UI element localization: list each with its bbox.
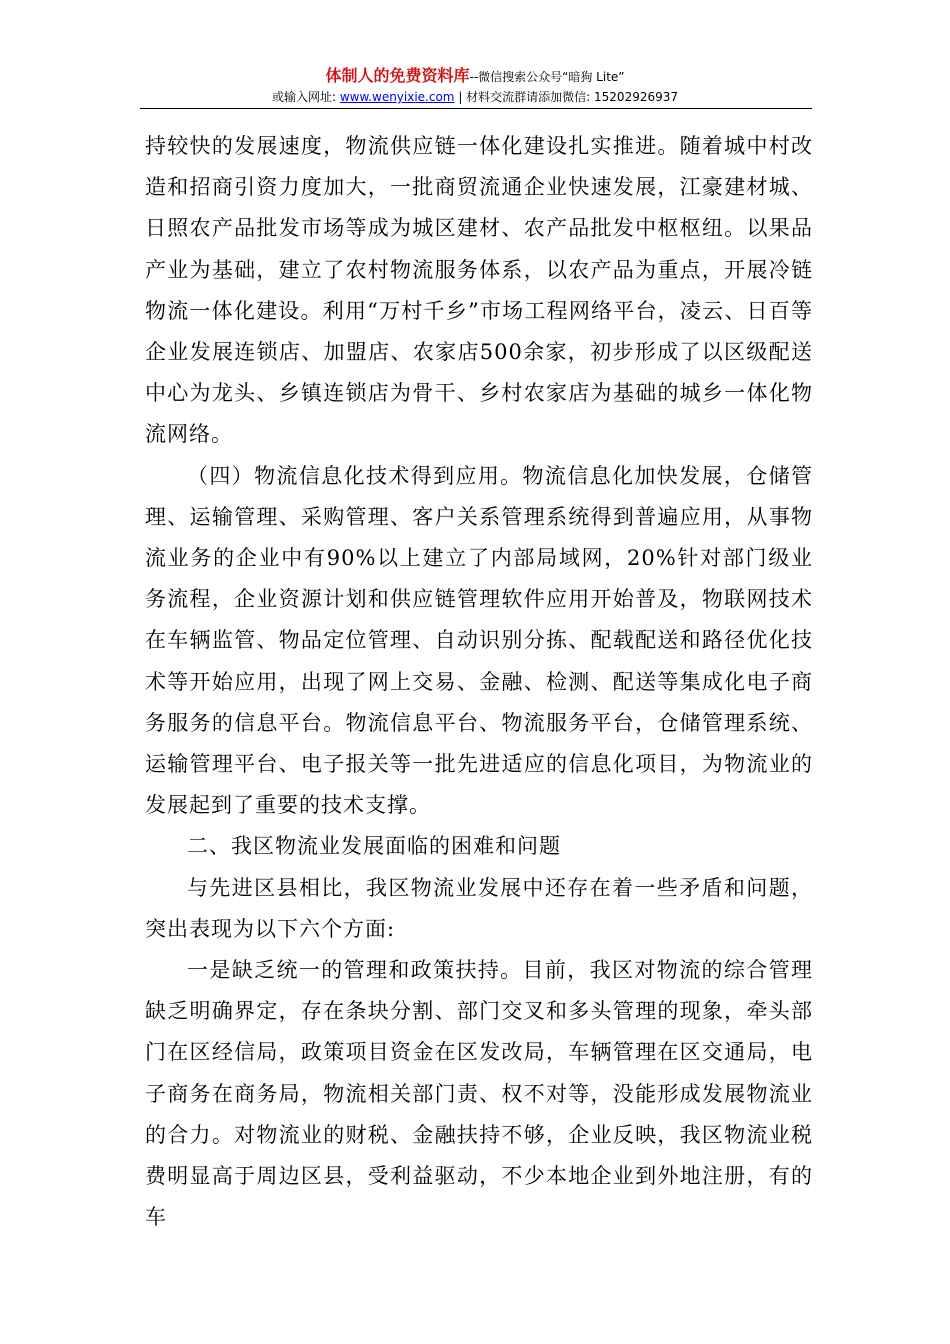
page-header bbox=[0, 66, 950, 106]
brand-title: 体制人的免费资料库 bbox=[325, 66, 470, 85]
paragraph-4: 一是缺乏统一的管理和政策扶持。目前，我区对物流的综合管理缺乏明确界定，存在条块分割、部门交叉和多头管理的现象，牵头部门在区经信局，政策项目资金在区发改局，车辆管理在区交通局，电子商务在商务局，物流相关部门责、权不对等，没能形成发展物流业的合力。对物流业的财税、金融扶持不够，企业反映，我区物流业税费明显高于周边区县，受利益驱动，不少本地企业到外地注册，有的车 bbox=[145, 958, 813, 1230]
header-tagline: --微信搜索公众号“暗狗 Lite” bbox=[469, 70, 625, 84]
paragraph-2: （四）物流信息化技术得到应用。物流信息化加快发展，仓储管理、运输管理、采购管理、客户关系管理系统得到普遍应用，从事物流业务的企业中有90%以上建立了内部局域网，20%针对部门级业务流程，企业资源计划和供应链管理软件应用开始普及，物联网技术在车辆监管、物品定位管理、自动识别分拣、配载配送和路径优化技术等开始应用，出现了网上交易、金融、检测、配送等集成化电子商务服务的信息平台。物流信息平台、物流服务平台，仓储管理系统、运输管理平台、电子报关等一批先进适应的信息化项目，为物流业的发展起到了重要的技术支撑。 bbox=[145, 463, 813, 818]
paragraph-1: 持较快的发展速度，物流供应链一体化建设扎实推进。随着城中村改造和招商引资力度加大，一批商贸流通企业快速发展，江豪建材城、日照农产品批发市场等成为城区建材、农产品批发中枢枢纽。以果品产业为基础，建立了农村物流服务体系，以农产品为重点，开展冷链物流一体化建设。利用“万村千乡”市场工程网络平台，凌云、日百等企业发展连锁店、加盟店、农家店500余家，初步形成了以区级配送中心为龙头、乡镇连锁店为骨干、乡村农家店为基础的城乡一体化物流网络。 bbox=[145, 134, 813, 447]
header-contact-line bbox=[0, 89, 950, 106]
website-link[interactable]: www.wenyixie.com bbox=[339, 90, 455, 104]
header-divider bbox=[140, 108, 812, 109]
header-contact-suffix: | 材料交流群请添加微信: 15202926937 bbox=[454, 90, 679, 104]
header-url-prefix: 或输入网址: bbox=[271, 90, 340, 104]
document-body bbox=[145, 126, 813, 1238]
header-title-line bbox=[0, 66, 950, 87]
paragraph-3: 与先进区县相比，我区物流业发展中还存在着一些矛盾和问题，突出表现为以下六个方面: bbox=[145, 875, 813, 941]
section-heading: 二、我区物流业发展面临的困难和问题 bbox=[187, 834, 561, 859]
